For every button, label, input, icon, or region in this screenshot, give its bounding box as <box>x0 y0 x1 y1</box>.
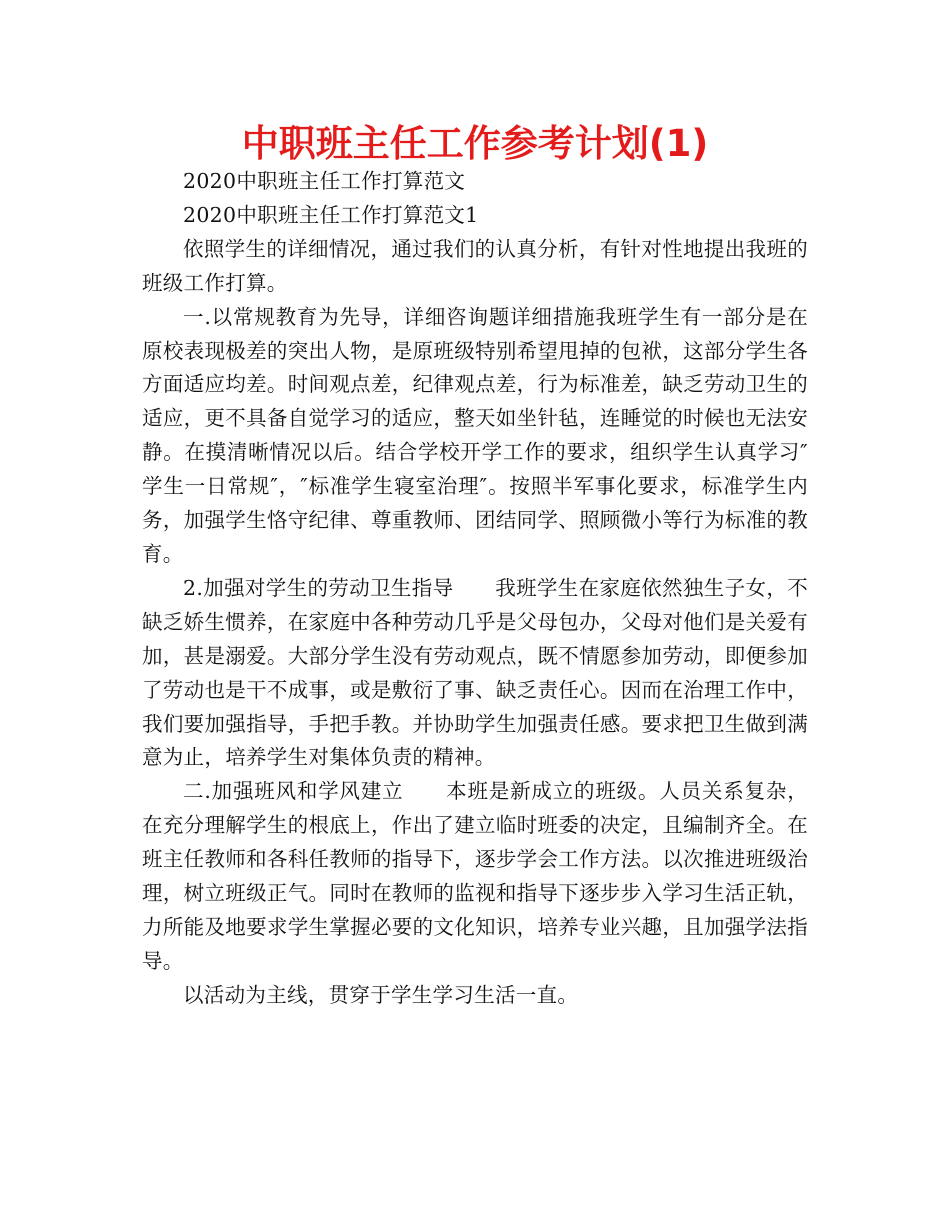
paragraph-1: 2020中职班主任工作打算范文 <box>183 169 466 193</box>
paragraph-4: 一.以常规教育为先导，详细咨询题详细措施我班学生有一部分是在原校表现极差的突出人物，是原班级特别希望甩掉的包袱，这部分学生各方面适应均差。时间观点差，纪律观点差，行为标准差，缺乏劳动卫生的适应，更不具备自觉学习的适应，整天如坐针毡，连睡觉的时候也无法安静。在摸清晰情况以后。结合学校开学工作的要求，组织学生认真学习″学生一日常规″，″标准学生寝室治理″。按照半军事化要求，标准学生内务，加强学生恪守纪律、尊重教师、团结同学、照顾微小等行为标准的教育。 <box>142 304 808 566</box>
paragraph-2: 2020中职班主任工作打算范文1 <box>183 202 479 227</box>
paragraph-3: 依照学生的详细情况，通过我们的认真分析，有针对性地提出我班的班级工作打算。 <box>142 236 808 295</box>
paragraph-6: 二.加强班风和学风建立 本班是新成立的班级。人员关系复杂，在充分理解学生的根底上，作出了建立临时班委的决定，且编制齐全。在班主任教师和各科任教师的指导下，逐步学会工作方法。以次推进班级治理，树立班级正气。同时在教师的监视和指导下逐步步入学习生活正轨，力所能及地要求学生掌握必要的文化知识，培养专业兴趣，且加强学法指导。 <box>142 779 808 973</box>
document-body <box>142 165 808 1013</box>
document-title: 中职班主任工作参考计划(1) <box>241 122 709 165</box>
paragraph-7: 以活动为主线，贯穿于学生学习生活一直。 <box>183 982 579 1007</box>
paragraph-5: 2.加强对学生的劳动卫生指导 我班学生在家庭依然独生子女，不缺乏娇生惯养，在家庭中各种劳动几乎是父母包办，父母对他们是关爱有加，甚是溺爱。大部分学生没有劳动观点，既不情愿参加劳动，即便参加了劳动也是干不成事，或是敷衍了事、缺乏责任心。因而在治理工作中，我们要加强指导，手把手教。并协助学生加强责任感。要求把卫生做到满意为止，培养学生对集体负责的精神。 <box>142 575 808 770</box>
